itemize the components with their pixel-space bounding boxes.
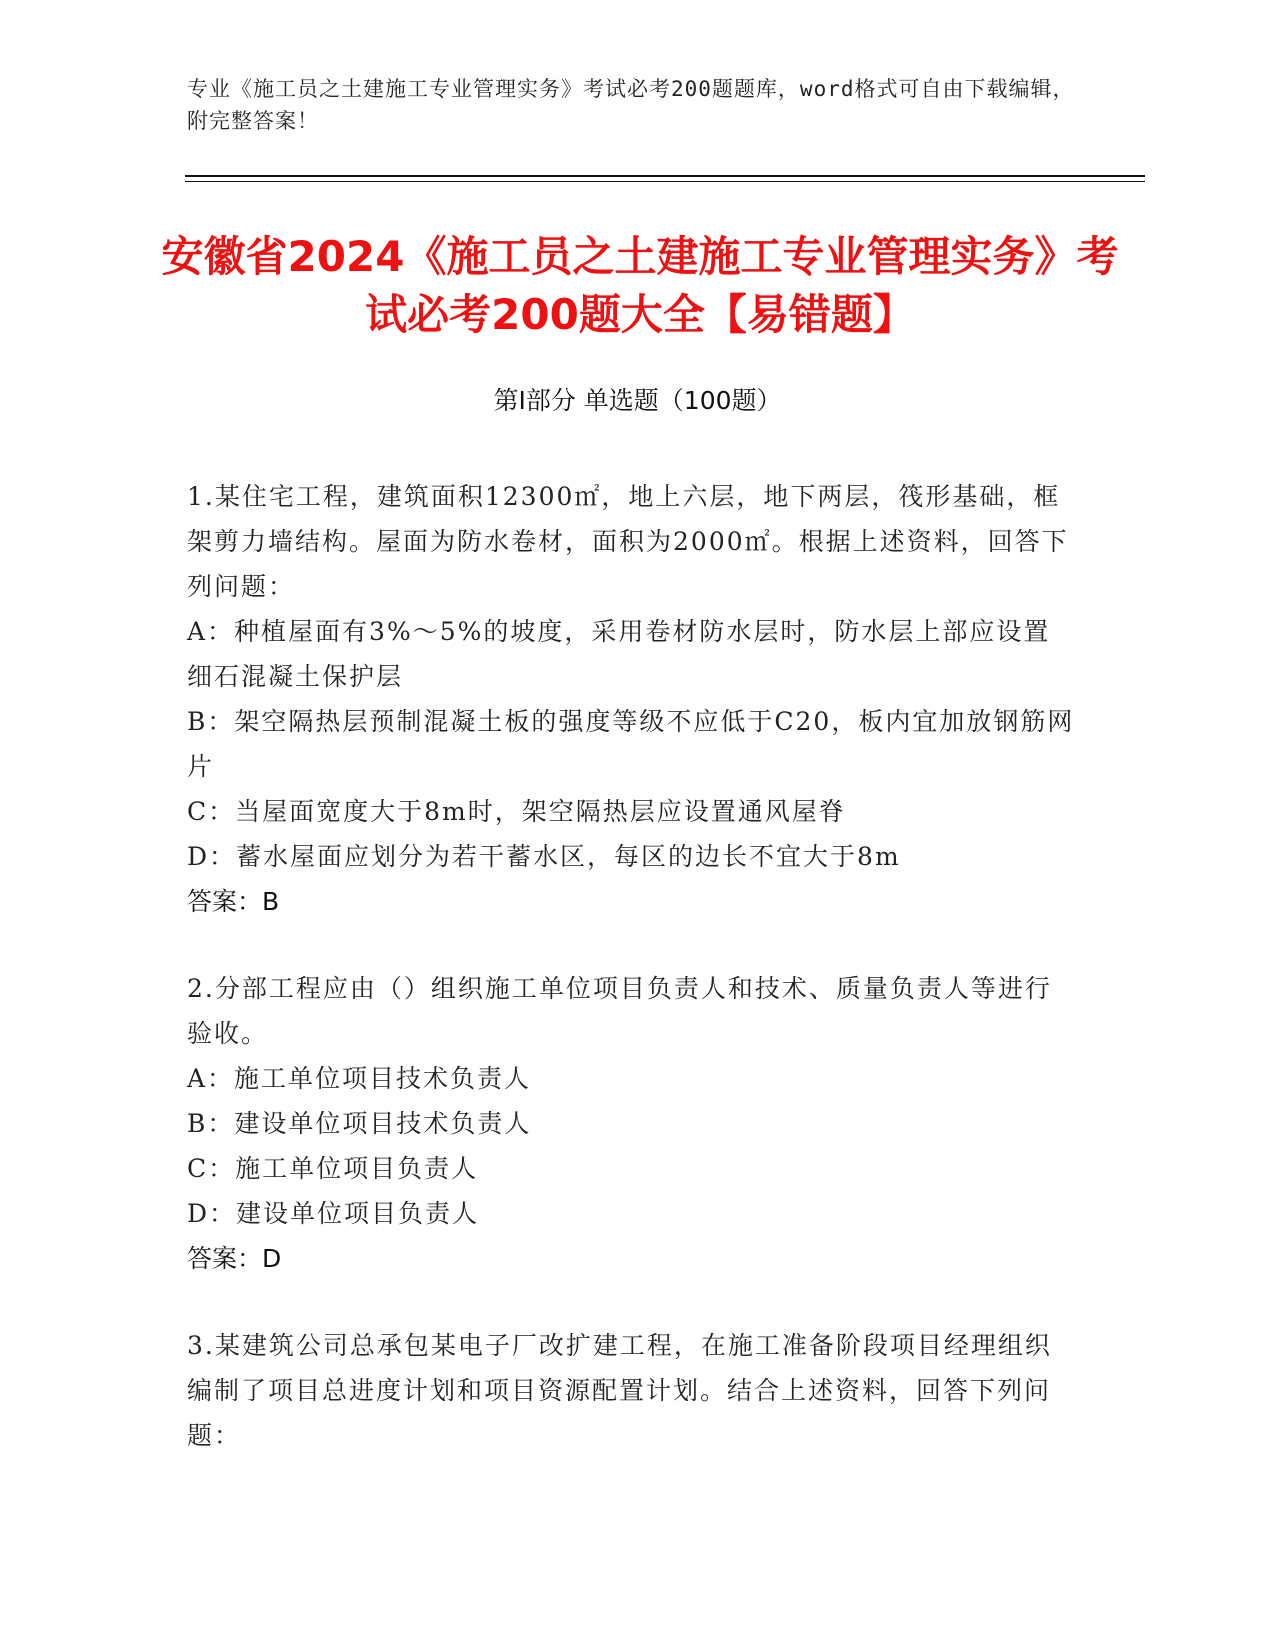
option-a: A：种植屋面有3%～5%的坡度，采用卷材防水层时，防水层上部应设置细石混凝土保护层	[187, 617, 1051, 691]
option-c: C：当屋面宽度大于8m时，架空隔热层应设置通风屋脊	[187, 797, 846, 826]
header-rule-thin	[185, 181, 1145, 182]
option-a: A：施工单位项目技术负责人	[187, 1064, 532, 1093]
question-3	[187, 1323, 1077, 1458]
answer: 答案：D	[187, 1244, 282, 1273]
option-b: B：架空隔热层预制混凝土板的强度等级不应低于C20，板内宜加放钢筋网片	[187, 707, 1075, 781]
section-title: 第Ⅰ部分 单选题（100题）	[493, 386, 782, 415]
question-stem: 3.某建筑公司总承包某电子厂改扩建工程，在施工准备阶段项目经理组织编制了项目总进度计划和项目资源配置计划。结合上述资料，回答下列问题：	[187, 1331, 1052, 1450]
question-stem: 1.某住宅工程，建筑面积12300㎡，地上六层，地下两层，筏形基础，框架剪力墙结构。屋面为防水卷材，面积为2000㎡。根据上述资料，回答下列问题：	[187, 482, 1069, 601]
header-note: 专业《施工员之土建施工专业管理实务》考试必考200题题库，word格式可自由下载编辑，附完整答案！	[187, 77, 1075, 133]
question-list	[187, 474, 1077, 1500]
option-c: C：施工单位项目负责人	[187, 1154, 479, 1183]
question-2	[187, 966, 1077, 1281]
option-d: D：建设单位项目负责人	[187, 1199, 480, 1228]
option-d: D：蓄水屋面应划分为若干蓄水区，每区的边长不宜大于8m	[187, 842, 901, 871]
answer: 答案：B	[187, 887, 280, 916]
header-rule-thick	[185, 175, 1145, 177]
question-stem: 2.分部工程应由（）组织施工单位项目负责人和技术、质量负责人等进行验收。	[187, 974, 1052, 1048]
document-title: 安徽省2024《施工员之土建施工专业管理实务》考试必考200题大全【易错题】	[161, 232, 1119, 339]
question-1	[187, 474, 1077, 924]
option-b: B：建设单位项目技术负责人	[187, 1109, 532, 1138]
